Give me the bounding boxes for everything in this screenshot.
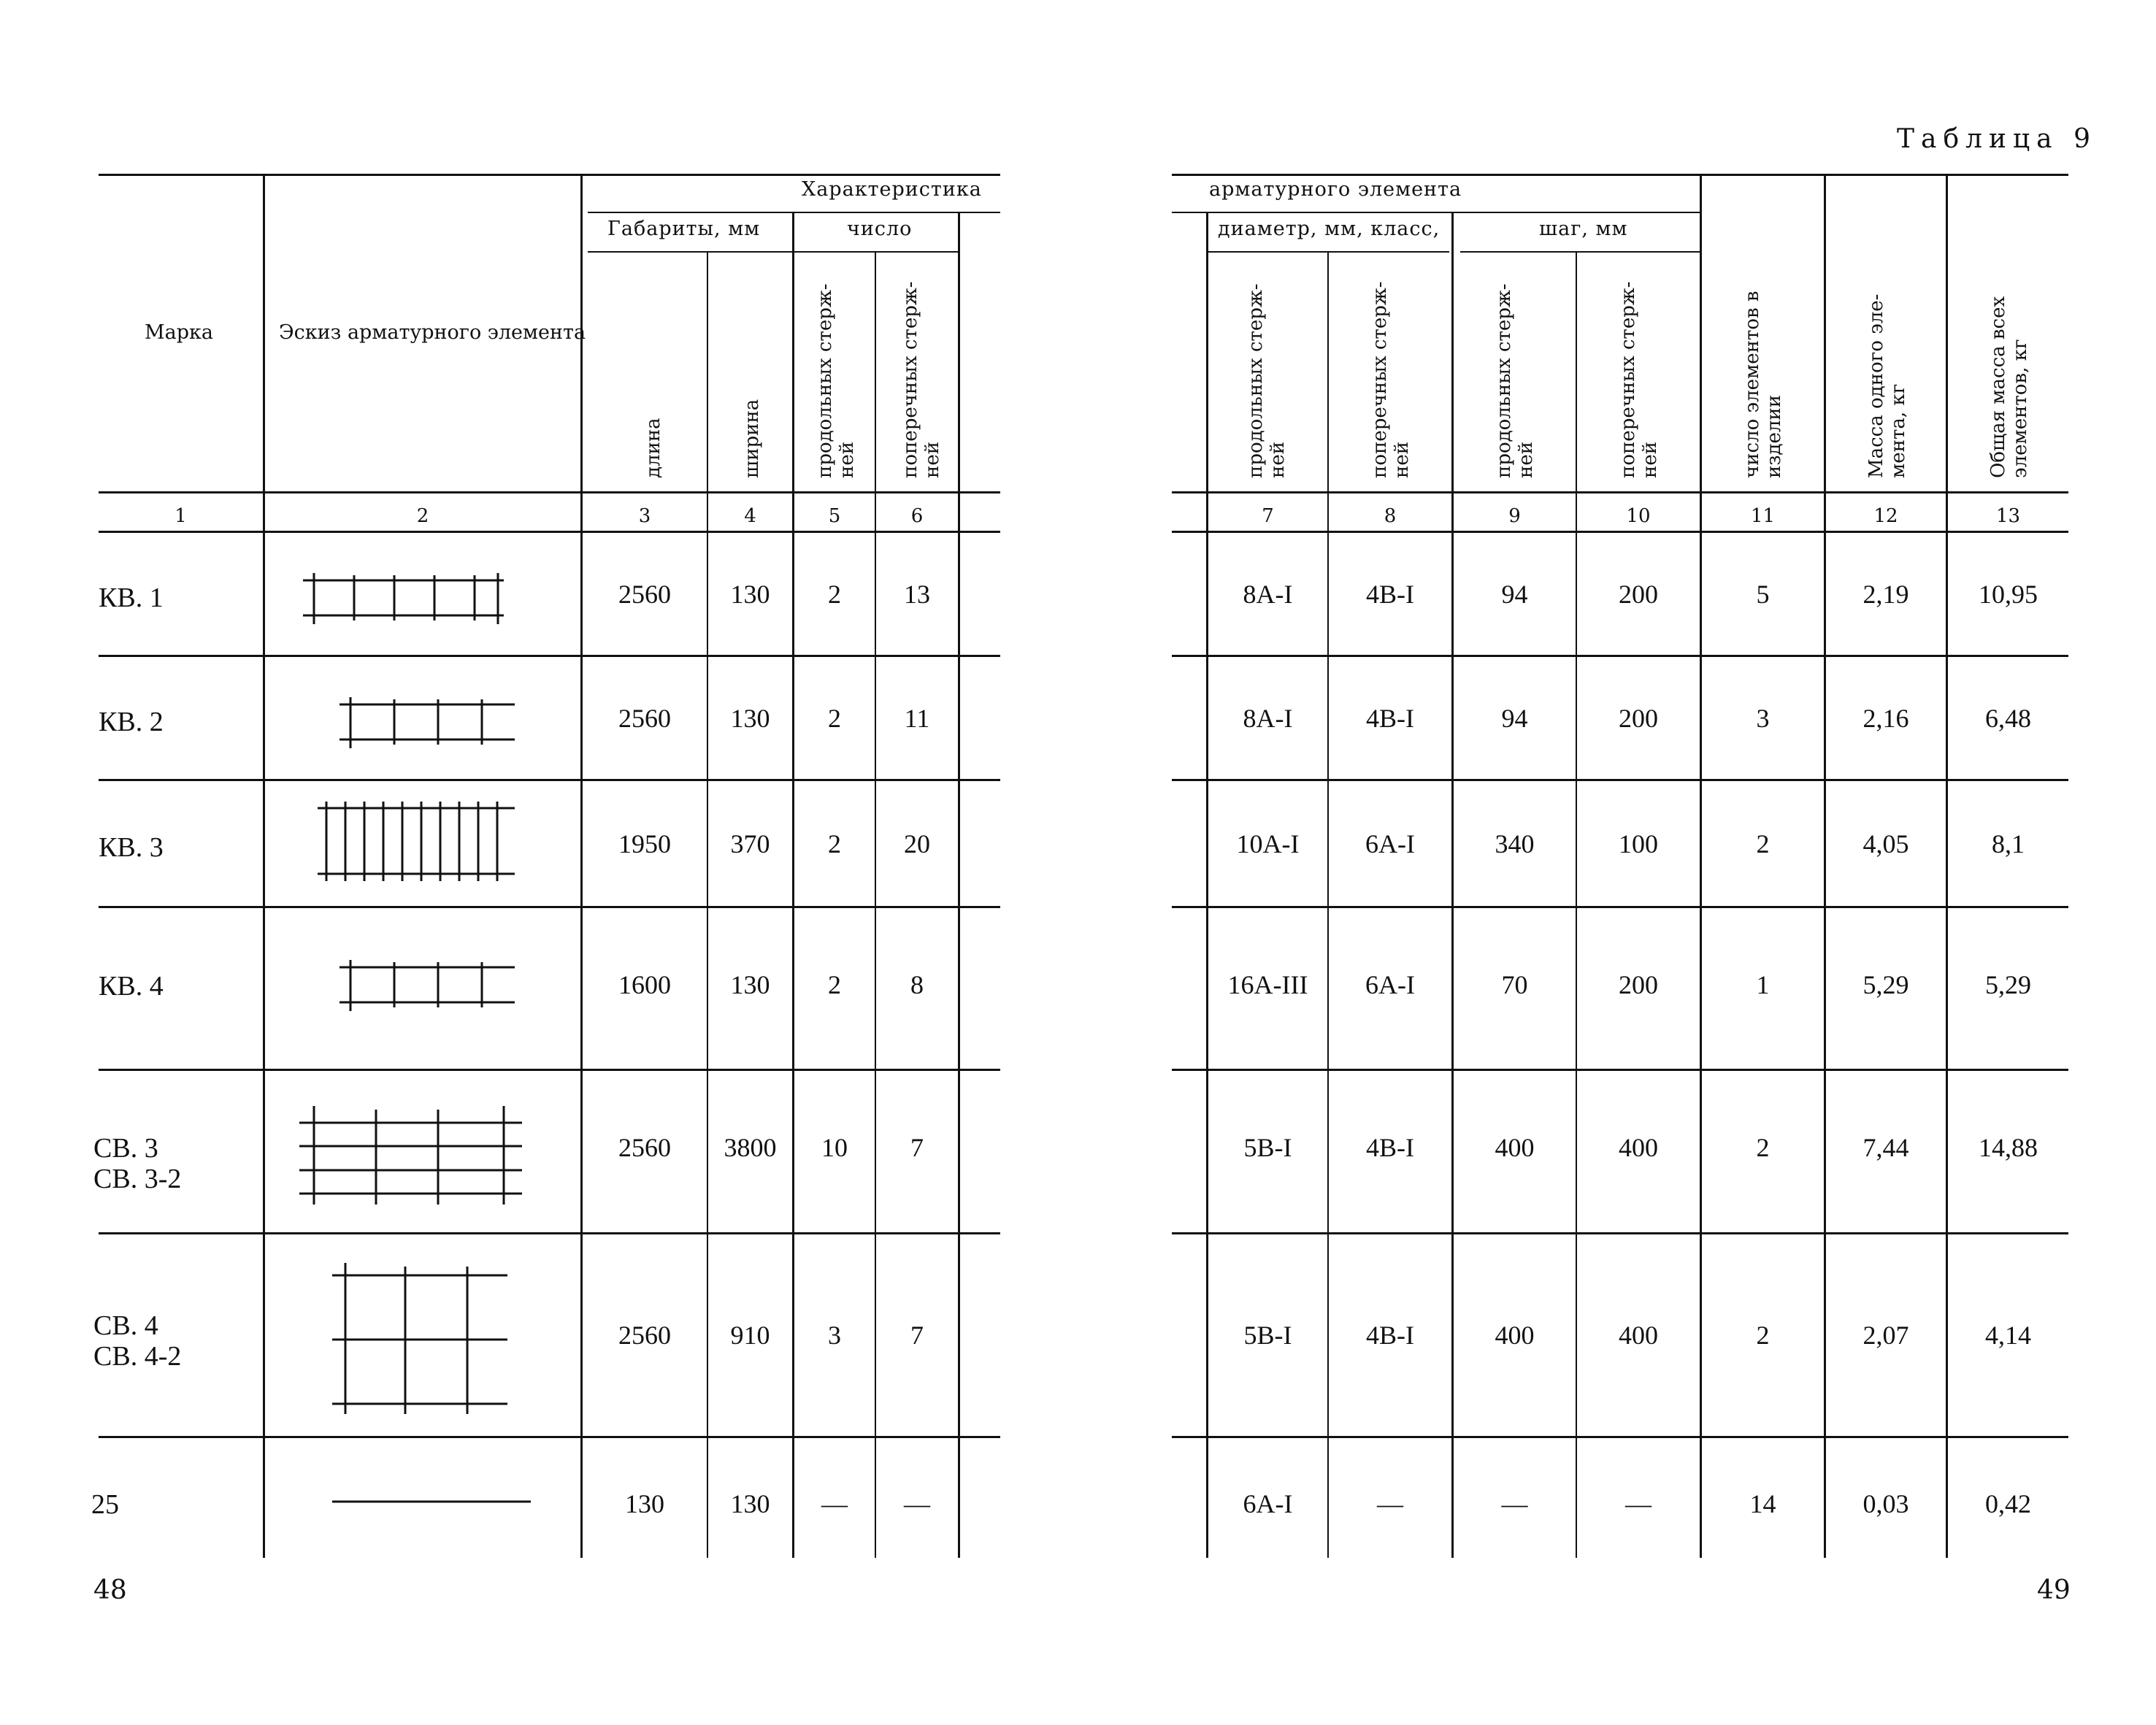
col-number: 11 [1750,505,1776,527]
col-number: 3 [638,505,651,527]
cell-width: 3800 [724,1133,777,1162]
cell-d-trans: 4В-I [1366,1133,1414,1162]
cell-mass-one: 0,03 [1862,1489,1909,1518]
cell-mass-total: 5,29 [1985,970,2031,999]
cell-d-trans: — [1377,1489,1403,1518]
cell-mass-total: 10,95 [1979,579,2038,609]
table-label: Таблица 9 [1897,124,2097,154]
cell-length: 2560 [618,1321,671,1350]
row-mark: КВ. 2 [99,707,164,737]
row-mark: КВ. 4 [99,971,164,1002]
cell-n-long: 2 [828,970,841,999]
cell-qty: 2 [1756,1321,1770,1350]
cell-length: 2560 [618,579,671,609]
col-number: 5 [828,505,841,527]
header-mass-total: Общая масса всех элементов, кг [1987,296,2031,478]
header-long-bars-step: продольных стерж- ней [1493,283,1537,478]
cell-n-long: 2 [828,829,841,858]
row-mark: 25 [91,1489,119,1520]
header-trans-bars-diameter: поперечных стерж- ней [1369,281,1413,478]
header-dimensions: Габариты, мм [607,218,761,240]
cell-step-trans: 400 [1619,1321,1658,1350]
cell-d-trans: 6А-I [1365,970,1415,999]
cell-length: 2560 [618,703,671,733]
row-mark: СВ. 4 СВ. 4-2 [93,1310,182,1372]
header-trans-bars-step: поперечных стерж- ней [1617,281,1661,478]
row-mark: КВ. 1 [99,583,164,613]
cell-n-long: 2 [828,703,841,733]
col-number: 2 [416,505,429,527]
sketch-bar [332,1498,537,1505]
cell-step-trans: — [1625,1489,1651,1518]
header-long-bars-count: продольных стерж- ней [814,283,858,478]
header-long-bars-diameter: продольных стерж- ней [1245,283,1289,478]
cell-length: 130 [625,1489,664,1518]
cell-width: 130 [730,970,770,999]
cell-qty: 1 [1756,970,1770,999]
header-width: ширина [741,399,763,478]
cell-mass-total: 14,88 [1979,1133,2038,1162]
cell-n-long: 2 [828,579,841,609]
cell-width: 130 [730,1489,770,1518]
page-number-right: 49 [2037,1575,2071,1605]
cell-mass-one: 7,44 [1862,1133,1909,1162]
col-number: 13 [1995,505,2021,527]
cell-width: 370 [730,829,770,858]
cell-step-long: 70 [1501,970,1528,999]
cell-mass-total: 0,42 [1985,1489,2031,1518]
header-elements-in-product: число элементов в изделии [1741,291,1785,478]
cell-mass-one: 4,05 [1862,829,1909,858]
cell-mass-total: 4,14 [1985,1321,2031,1350]
cell-d-trans: 4В-I [1366,579,1414,609]
cell-d-long: 8А-I [1243,579,1293,609]
cell-step-trans: 400 [1619,1133,1658,1162]
col-number: 7 [1262,505,1274,527]
header-characteristic-part2: арматурного элемента [1209,178,1462,201]
cell-step-trans: 200 [1619,970,1658,999]
col-number: 12 [1873,505,1898,527]
cell-width: 910 [730,1321,770,1350]
cell-qty: 2 [1756,829,1770,858]
cell-step-long: — [1501,1489,1528,1518]
header-mark: Марка [145,321,213,344]
cell-n-long: 10 [821,1133,848,1162]
cell-step-long: 340 [1495,829,1535,858]
header-diameter: диаметр, мм, класс, [1218,218,1440,240]
sketch-kv4 [339,956,522,1015]
sketch-kv1 [299,569,518,628]
col-number: 6 [910,505,924,527]
col-number: 9 [1508,505,1521,527]
cell-mass-total: 6,48 [1985,703,2031,733]
col-number: 8 [1384,505,1397,527]
sketch-kv3 [318,799,522,887]
cell-d-trans: 4В-I [1366,1321,1414,1350]
header-characteristic-part1: Характеристика [802,178,982,201]
cell-width: 130 [730,703,770,733]
cell-d-long: 5В-I [1243,1133,1292,1162]
cell-mass-total: 8,1 [1992,829,2025,858]
header-trans-bars-count: поперечных стерж- ней [899,281,943,478]
cell-mass-one: 2,16 [1862,703,1909,733]
cell-width: 130 [730,579,770,609]
cell-step-long: 400 [1495,1133,1535,1162]
cell-step-long: 400 [1495,1321,1535,1350]
cell-mass-one: 5,29 [1862,970,1909,999]
header-count: число [847,218,913,240]
col-number: 4 [744,505,756,527]
cell-n-trans: 8 [910,970,924,999]
cell-length: 2560 [618,1133,671,1162]
cell-qty: 14 [1749,1489,1776,1518]
row-mark: КВ. 3 [99,832,164,863]
cell-n-trans: 13 [904,579,930,609]
cell-n-long: — [821,1489,848,1518]
cell-n-trans: 7 [910,1133,924,1162]
cell-mass-one: 2,19 [1862,579,1909,609]
cell-d-long: 16А-III [1227,970,1308,999]
sketch-sv3 [299,1102,526,1212]
cell-n-trans: 7 [910,1321,924,1350]
cell-d-trans: 4В-I [1366,703,1414,733]
cell-n-trans: 11 [904,703,930,733]
header-step: шаг, мм [1539,218,1628,240]
cell-d-long: 10А-I [1236,829,1300,858]
cell-step-long: 94 [1501,579,1528,609]
cell-mass-one: 2,07 [1862,1321,1909,1350]
cell-step-trans: 100 [1619,829,1658,858]
cell-n-trans: — [904,1489,930,1518]
cell-step-trans: 200 [1619,703,1658,733]
cell-n-long: 3 [828,1321,841,1350]
page-number-left: 48 [93,1575,127,1605]
cell-n-trans: 20 [904,829,930,858]
header-sketch: Эскиз арматурного элемента [279,321,586,344]
cell-d-long: 6А-I [1243,1489,1293,1518]
cell-length: 1600 [618,970,671,999]
cell-step-long: 94 [1501,703,1528,733]
cell-qty: 5 [1756,579,1770,609]
cell-qty: 3 [1756,703,1770,733]
cell-d-trans: 6А-I [1365,829,1415,858]
sketch-kv2 [339,694,522,752]
row-mark: СВ. 3 СВ. 3-2 [93,1133,182,1194]
col-number: 10 [1626,505,1651,527]
cell-d-long: 5В-I [1243,1321,1292,1350]
cell-length: 1950 [618,829,671,858]
col-number: 1 [174,505,187,527]
sketch-sv4 [325,1259,515,1420]
cell-qty: 2 [1756,1133,1770,1162]
header-mass-one: Масса одного эле- мента, кг [1865,293,1909,478]
cell-d-long: 8А-I [1243,703,1293,733]
header-length: длина [642,418,664,478]
cell-step-trans: 200 [1619,579,1658,609]
